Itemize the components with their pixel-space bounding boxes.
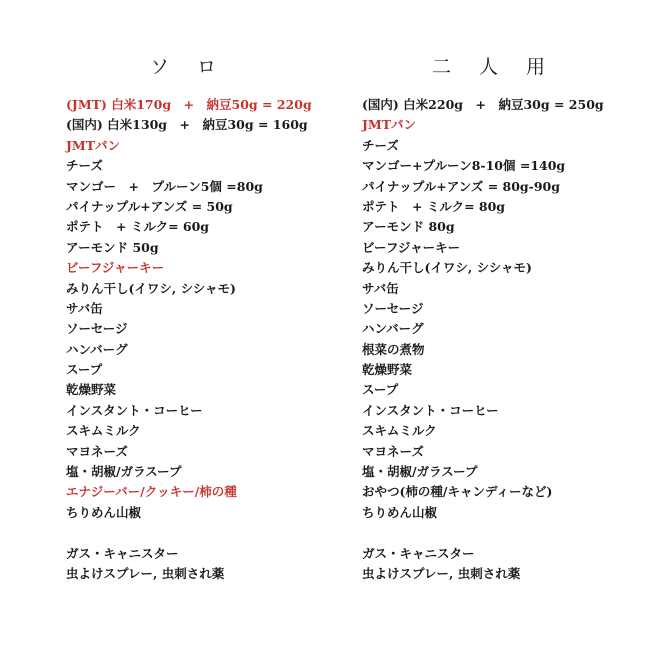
solo-item-list (66, 95, 312, 584)
list-item: インスタント・コーヒー (66, 402, 203, 418)
list-item: ちりめん山椒 (66, 504, 142, 520)
list-item: 根菜の煮物 (362, 341, 425, 357)
list-item: (国内) 白米130g + 納豆30g = 160g (66, 117, 308, 133)
list-item: マヨネーズ (66, 443, 128, 459)
list-item: スープ (66, 362, 103, 378)
list-item: ビーフジャーキー (362, 239, 461, 255)
list-item: 乾燥野菜 (66, 382, 117, 398)
list-item: 虫よけスプレー, 虫刺され薬 (66, 565, 225, 581)
list-item: ガス・キャニスター (66, 545, 179, 561)
list-item: マヨネーズ (362, 443, 424, 459)
list-item: ソーセージ (362, 300, 424, 316)
list-item: 塩・胡椒/ガラスープ (66, 464, 182, 480)
list-item: みりん干し(イワシ, シシャモ) (66, 280, 236, 296)
list-item: スキムミルク (362, 423, 437, 439)
list-item: ソーセージ (66, 321, 128, 337)
list-item: ビーフジャーキー (66, 260, 165, 276)
list-item: ポテト + ミルク= 80g (362, 198, 506, 214)
list-item: チーズ (362, 137, 399, 153)
solo-column (66, 0, 351, 658)
list-item: マンゴー+プルーン8-10個 =140g (362, 158, 566, 174)
duo-column (362, 0, 652, 658)
list-item: サバ缶 (362, 280, 399, 296)
list-item: マンゴー + プルーン5個 =80g (66, 178, 263, 194)
list-item: (JMT) 白米170g + 納豆50g = 220g (66, 97, 312, 112)
solo-title: ソロ (150, 56, 245, 78)
list-item: チーズ (66, 158, 103, 174)
list-item: スープ (362, 382, 399, 398)
list-item: スキムミルク (66, 423, 141, 439)
list-item: アーモンド 80g (362, 219, 455, 235)
duo-item-list (362, 95, 604, 584)
list-spacer (66, 523, 312, 543)
list-item: ハンバーグ (66, 341, 128, 357)
list-item: インスタント・コーヒー (362, 402, 499, 418)
list-item: JMTパン (66, 137, 121, 153)
list-item: 乾燥野菜 (362, 362, 413, 378)
list-item: JMTパン (362, 117, 417, 133)
list-item: アーモンド 50g (66, 239, 159, 255)
list-item: みりん干し(イワシ, シシャモ) (362, 260, 532, 276)
list-item: サバ缶 (66, 300, 103, 316)
list-item: 虫よけスプレー, 虫刺され薬 (362, 565, 521, 581)
list-item: (国内) 白米220g + 納豆30g = 250g (362, 97, 604, 112)
list-item: エナジーバー/クッキー/柿の種 (66, 484, 237, 500)
list-item: パイナップル+アンズ = 80g-90g (362, 178, 560, 194)
list-item: ポテト + ミルク= 60g (66, 219, 210, 235)
list-item: おやつ(柿の種/キャンディーなど) (362, 484, 553, 500)
list-item: 塩・胡椒/ガラスープ (362, 464, 478, 480)
list-spacer (362, 523, 604, 543)
list-item: ちりめん山椒 (362, 504, 438, 520)
list-item: ハンバーグ (362, 321, 424, 337)
list-item: ガス・キャニスター (362, 545, 475, 561)
list-item: パイナップル+アンズ = 50g (66, 198, 233, 214)
duo-title: 二人用 (432, 56, 574, 78)
